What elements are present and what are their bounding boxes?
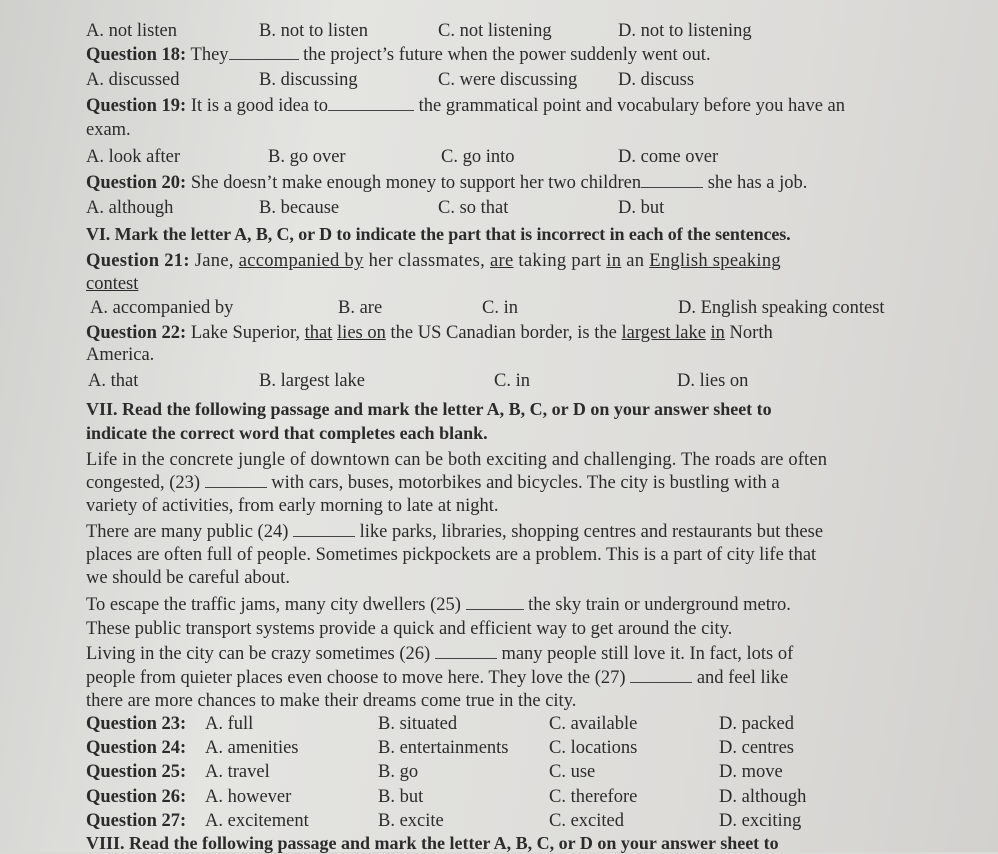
- answer-option-c: C. available: [549, 714, 638, 734]
- passage-line: Life in the concrete jungle of downtown can be both exciting and challenging. The roads are often: [86, 450, 828, 470]
- question-label: Question 21:: [86, 251, 190, 271]
- passage-text: like parks, libraries, shopping centres and restaurants but these: [359, 522, 824, 542]
- passage-line: [86, 643, 793, 665]
- answer-question-label: Question 23:: [86, 714, 187, 734]
- answer-question-label: Question 25:: [86, 762, 187, 782]
- passage-line: there are more chances to make their dreams come true in the city.: [86, 691, 577, 711]
- question-text: Lake Superior,: [190, 323, 301, 343]
- q18-option-c: C. were discussing: [438, 70, 578, 90]
- q19-option-c: C. go into: [441, 147, 515, 167]
- answer-option-c: C. therefore: [549, 787, 638, 807]
- q19-option-d: D. come over: [618, 147, 719, 167]
- passage-text: the sky train or underground metro.: [528, 595, 791, 615]
- answer-option-b: B. but: [378, 787, 424, 807]
- answer-option-b: B. entertainments: [378, 738, 509, 758]
- answer-option-d: D. packed: [719, 714, 794, 734]
- question-text: an: [626, 251, 645, 271]
- underlined-part-a: accompanied by: [238, 251, 364, 271]
- answer-question-label: Question 26:: [86, 787, 187, 807]
- question-text: she has a job.: [707, 173, 808, 193]
- answer-option-d: D. centres: [719, 738, 794, 758]
- passage-text: people from quieter places even choose to move here. They love the (27): [86, 668, 626, 688]
- blank-24: [293, 522, 355, 537]
- question-text: It is a good idea to: [190, 96, 329, 116]
- q22-option-b: B. largest lake: [259, 371, 366, 391]
- q19-option-a: A. look after: [86, 147, 181, 167]
- question-text: her classmates,: [368, 251, 486, 271]
- answer-option-d: D. although: [719, 787, 807, 807]
- question-text: the US Canadian border, is the: [390, 323, 617, 343]
- underlined-part-b: largest lake: [621, 323, 706, 343]
- answer-option-d: D. exciting: [719, 811, 802, 831]
- q18-option-b: B. discussing: [259, 70, 358, 90]
- passage-text: There are many public (24): [86, 522, 289, 542]
- q17-option-a: A. not listen: [86, 21, 177, 41]
- answer-option-a: A. excitement: [205, 811, 309, 831]
- q18-option-a: A. discussed: [86, 70, 180, 90]
- passage-text: To escape the traffic jams, many city dwellers (25): [86, 595, 461, 615]
- blank-26: [435, 644, 497, 659]
- underlined-part-c: in: [606, 251, 622, 271]
- question-text: the project’s future when the power suddenly went out.: [303, 45, 711, 65]
- question-19: [86, 95, 845, 117]
- q22-option-a: A. that: [88, 371, 139, 391]
- section-6-heading: VI. Mark the letter A, B, C, or D to indicate the part that is incorrect in each of the sentences.: [86, 224, 791, 244]
- answer-option-b: B. go: [378, 762, 419, 782]
- q17-option-c: C. not listening: [438, 21, 552, 41]
- answer-option-a: A. however: [205, 787, 292, 807]
- question-text: taking part: [518, 251, 602, 271]
- passage-text: and feel like: [696, 668, 789, 688]
- q20-option-a: A. although: [86, 198, 174, 218]
- question-label: Question 22:: [86, 323, 187, 343]
- passage-line: we should be careful about.: [86, 568, 290, 588]
- question-22-continued: America.: [86, 345, 155, 365]
- q21-option-a: A. accompanied by: [90, 298, 234, 318]
- question-22: [86, 322, 773, 344]
- question-18: [86, 44, 711, 66]
- q21-option-b: B. are: [338, 298, 383, 318]
- underlined-part-b: are: [490, 251, 514, 271]
- answer-option-b: B. situated: [378, 714, 458, 734]
- question-20: [86, 172, 807, 194]
- section-7-heading: VII. Read the following passage and mark the letter A, B, C, or D on your answer sheet to: [86, 399, 772, 419]
- answer-blank: [328, 96, 414, 111]
- answer-option-c: C. excited: [549, 811, 625, 831]
- underlined-part-d: English speaking: [649, 251, 781, 271]
- passage-line: [86, 472, 780, 494]
- passage-text: congested, (23): [86, 473, 201, 493]
- answer-option-a: A. amenities: [205, 738, 299, 758]
- q17-option-d: D. not to listening: [618, 21, 752, 41]
- question-text: North: [729, 323, 773, 343]
- question-text: the grammatical point and vocabulary before you have an: [418, 96, 846, 116]
- q22-option-c: C. in: [494, 371, 530, 391]
- answer-question-label: Question 27:: [86, 811, 187, 831]
- q21-option-d: D. English speaking contest: [678, 298, 885, 318]
- answer-option-c: C. use: [549, 762, 596, 782]
- question-text: Jane,: [194, 251, 234, 271]
- passage-line: [86, 594, 791, 616]
- passage-text: many people still love it. In fact, lots of: [501, 644, 794, 664]
- passage-text: with cars, buses, motorbikes and bicycles. The city is bustling with a: [271, 473, 780, 493]
- question-label: Question 18:: [86, 45, 187, 65]
- passage-line: places are often full of people. Sometimes pickpockets are a problem. This is a part of city life that: [86, 545, 817, 565]
- q17-option-b: B. not to listen: [259, 21, 368, 41]
- passage-line: [86, 521, 823, 543]
- section-7-heading-continued: indicate the correct word that completes each blank.: [86, 423, 488, 443]
- question-label: Question 20:: [86, 173, 187, 193]
- passage-line: These public transport systems provide a quick and efficient way to get around the city.: [86, 619, 733, 639]
- q20-option-d: D. but: [618, 198, 665, 218]
- passage-line: variety of activities, from early morning to late at night.: [86, 496, 499, 516]
- q18-option-d: D. discuss: [618, 70, 695, 90]
- answer-option-c: C. locations: [549, 738, 638, 758]
- passage-line: [86, 667, 788, 689]
- blank-23: [205, 473, 267, 488]
- answer-question-label: Question 24:: [86, 738, 187, 758]
- answer-option-d: D. move: [719, 762, 783, 782]
- blank-27: [630, 668, 692, 683]
- question-19-continued: exam.: [86, 120, 131, 140]
- section-8-heading: VIII. Read the following passage and mark the letter A, B, C, or D on your answer sheet to: [86, 833, 779, 853]
- q20-option-b: B. because: [259, 198, 340, 218]
- question-label: Question 19:: [86, 96, 187, 116]
- underlined-part-d: lies on: [337, 323, 386, 343]
- answer-blank: [641, 173, 703, 188]
- underlined-part-c: in: [710, 323, 725, 343]
- q22-option-d: D. lies on: [677, 371, 749, 391]
- q21-option-c: C. in: [482, 298, 518, 318]
- question-21-continued: contest: [86, 274, 139, 294]
- passage-text: Living in the city can be crazy sometimes (26): [86, 644, 431, 664]
- question-21: [86, 250, 781, 272]
- answer-option-b: B. excite: [378, 811, 444, 831]
- question-text: She doesn’t make enough money to support her two children: [190, 173, 642, 193]
- blank-25: [466, 595, 524, 610]
- q19-option-b: B. go over: [268, 147, 346, 167]
- answer-option-a: A. travel: [205, 762, 270, 782]
- answer-option-a: A. full: [205, 714, 254, 734]
- underlined-part-a: that: [304, 323, 333, 343]
- answer-blank: [229, 45, 299, 60]
- q20-option-c: C. so that: [438, 198, 509, 218]
- question-text: They: [190, 45, 229, 65]
